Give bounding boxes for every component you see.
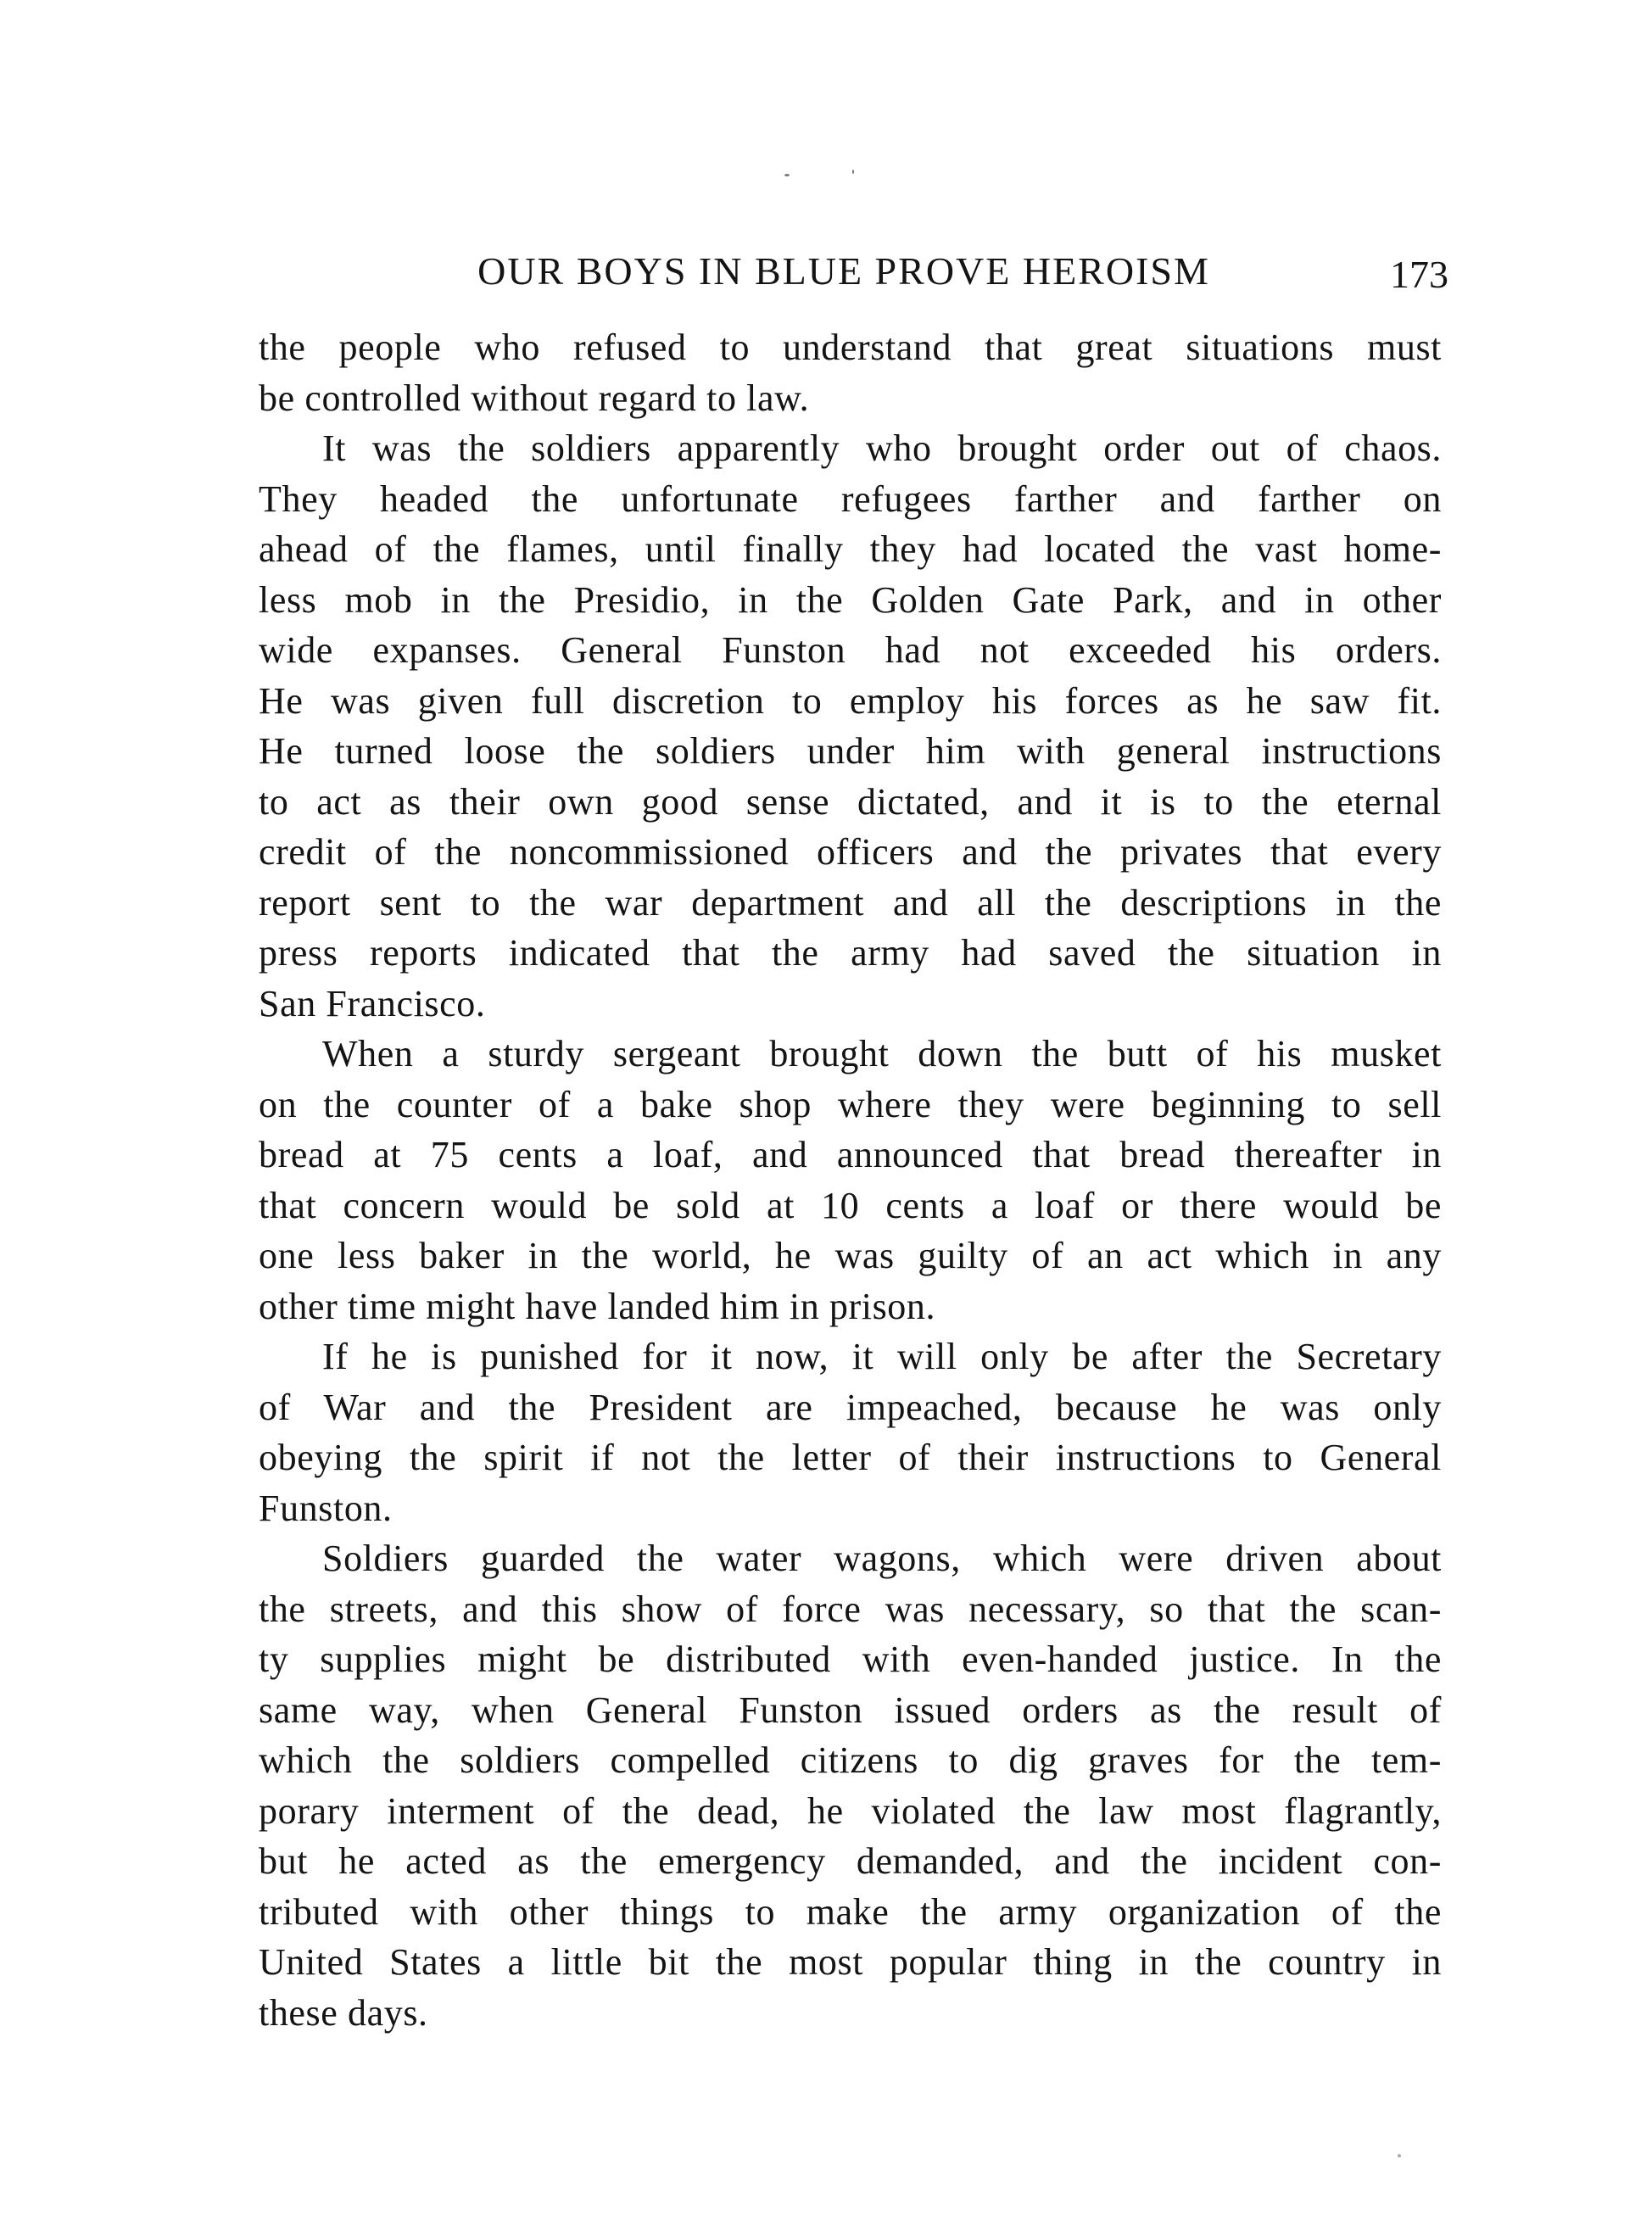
text-line: ahead of the flames, until finally they had located the vast home- <box>259 528 1442 570</box>
text-line: He was given full discretion to employ his forces as he saw fit. <box>259 679 1442 722</box>
text-line: United States a little bit the most popular thing in the country in <box>259 1941 1442 1983</box>
text-line: the people who refused to understand that great situations must <box>259 327 1442 368</box>
text-line: same way, when General Funston issued orders as the result of <box>259 1689 1442 1731</box>
text-line: to act as their own good sense dictated, and it is to the eternal <box>259 780 1442 823</box>
page-number: 173 <box>1390 253 1448 296</box>
scan-speck <box>1398 2154 1401 2157</box>
text-line: ty supplies might be distributed with even-handed justice. In the <box>259 1638 1442 1680</box>
page-header <box>0 246 1652 297</box>
text-line: the streets, and this show of force was necessary, so that the scan- <box>259 1588 1442 1630</box>
text-line: San Francisco. <box>259 982 486 1024</box>
text-line: less mob in the Presidio, in the Golden Gate Park, and in other <box>259 578 1442 621</box>
text-line: If he is punished for it now, it will only be after the Secretary <box>322 1336 1442 1377</box>
text-line: that concern would be sold at 10 cents a loaf or there would be <box>259 1184 1442 1226</box>
running-title: OUR BOYS IN BLUE PROVE HEROISM <box>477 249 1210 293</box>
text-line: these days. <box>259 1991 428 2034</box>
text-line: porary interment of the dead, he violated the law most flagrantly, <box>259 1789 1442 1832</box>
text-line: obeying the spirit if not the letter of their instructions to General <box>259 1437 1442 1478</box>
text-line: be controlled without regard to law. <box>259 377 810 419</box>
text-line: press reports indicated that the army had saved the situation in <box>259 932 1442 974</box>
text-line: report sent to the war department and all the descriptions in the <box>259 881 1442 924</box>
text-line: It was the soldiers apparently who brought order out of chaos. <box>322 427 1442 469</box>
text-line: Soldiers guarded the water wagons, which were driven about <box>322 1538 1442 1579</box>
text-line: When a sturdy sergeant brought down the butt of his musket <box>322 1033 1442 1075</box>
text-line: They headed the unfortunate refugees farther and farther on <box>259 477 1442 520</box>
text-line: other time might have landed him in prison. <box>259 1285 936 1327</box>
scan-speck <box>784 174 790 176</box>
text-line: tributed with other things to make the army organization of the <box>259 1890 1442 1933</box>
text-line: which the soldiers compelled citizens to dig graves for the tem- <box>259 1739 1442 1781</box>
scan-speck <box>852 170 854 174</box>
text-line: one less baker in the world, he was guilty of an act which in any <box>259 1235 1442 1276</box>
text-line: He turned loose the soldiers under him with general instructions <box>259 730 1442 772</box>
text-line: credit of the noncommissioned officers and the privates that every <box>259 831 1442 873</box>
text-line: of War and the President are impeached, because he was only <box>259 1386 1442 1428</box>
text-line: wide expanses. General Funston had not exceeded his orders. <box>259 629 1442 671</box>
text-line: on the counter of a bake shop where they were beginning to sell <box>259 1083 1442 1125</box>
text-line: bread at 75 cents a loaf, and announced that bread thereafter in <box>259 1134 1442 1175</box>
text-line: Funston. <box>259 1487 393 1529</box>
text-line: but he acted as the emergency demanded, and the incident con- <box>259 1840 1442 1882</box>
